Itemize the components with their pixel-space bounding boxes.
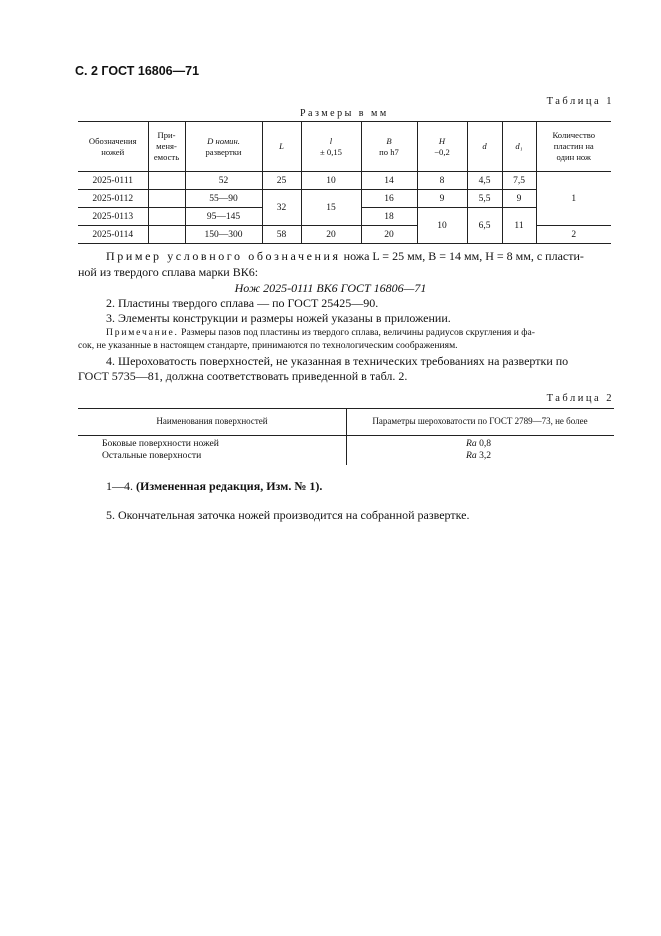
qty-row-4: 2 [536, 226, 611, 244]
page-header: С. 2 ГОСТ 16806—71 [75, 64, 200, 78]
table2-row2-surface: Остальные поверхности [102, 450, 202, 461]
col-d1: d₁ [502, 122, 536, 172]
table-row: 2025-0111 52 25 10 14 8 4,5 7,5 1 [78, 172, 611, 190]
table2-row1-value: Ra 0,8 [466, 438, 492, 449]
table-row: 2025-0114 150—300 58 20 20 2 [78, 226, 611, 244]
item-4-line2: ГОСТ 5735—81, должна соответствовать приведенной в табл. 2. [78, 369, 408, 383]
note-line1: Примечание. Размеры пазов под пластины из твердого сплава, величины радиусов скругления и фа- [106, 327, 535, 338]
table1-caption: Размеры в мм [300, 108, 389, 119]
table2-label: Таблица 2 [546, 393, 614, 404]
col-l: l ± 0,15 [301, 122, 361, 172]
table2-col1: Наименования поверхностей [156, 416, 268, 426]
item-2: 2. Пластины твердого сплава — по ГОСТ 25425—90. [106, 296, 379, 310]
example-line1: Пример условного обозначения ножа L = 25 мм, B = 14 мм, H = 8 мм, с пласти- [106, 249, 584, 263]
col-L: L [262, 122, 301, 172]
col-applicability: При- меня- емость [148, 122, 185, 172]
amendment-note: 1—4. (Измененная редакция, Изм. № 1). [106, 479, 323, 493]
table2-row2-value: Ra 3,2 [466, 450, 492, 461]
col-d: d [467, 122, 502, 172]
col-H: H −0,2 [417, 122, 467, 172]
note-line2: сок, не указанные в настоящем стандарте, принимаются по технологическим соображениям. [78, 340, 458, 351]
col-qty: Количество пластин на один нож [536, 122, 611, 172]
L-merged: 32 [262, 190, 301, 226]
table1-label: Таблица 1 [546, 96, 614, 107]
col-designation: Обозначения ножей [78, 122, 148, 172]
d1-merged: 11 [502, 208, 536, 244]
example-designation: Нож 2025-0111 ВК6 ГОСТ 16806—71 [234, 281, 427, 295]
item-5: 5. Окончательная заточка ножей производится на собранной развертке. [106, 508, 470, 522]
qty-merged-1: 1 [536, 172, 611, 226]
table2-row1-surface: Боковые поверхности ножей [102, 438, 219, 449]
col-B: B по h7 [361, 122, 417, 172]
example-line2: ной из твердого сплава марки ВК6: [78, 265, 259, 279]
table-row: 2025-0113 95—145 18 10 6,5 11 [78, 208, 611, 226]
item-4-line1: 4. Шероховатость поверхностей, не указанная в технических требованиях на развертки по [106, 354, 569, 368]
item-3: 3. Элементы конструкции и размеры ножей указаны в приложении. [106, 311, 451, 325]
H-merged: 10 [417, 208, 467, 244]
d-merged: 6,5 [467, 208, 502, 244]
table2-col2: Параметры шероховатости по ГОСТ 2789—73, не более [372, 416, 588, 426]
table1 [78, 121, 611, 244]
table-row: 2025-0112 55—90 32 15 16 9 5,5 9 [78, 190, 611, 208]
col-d-nom: D номин. развертки [185, 122, 262, 172]
l-merged: 15 [301, 190, 361, 226]
table1-header-row [78, 122, 611, 172]
